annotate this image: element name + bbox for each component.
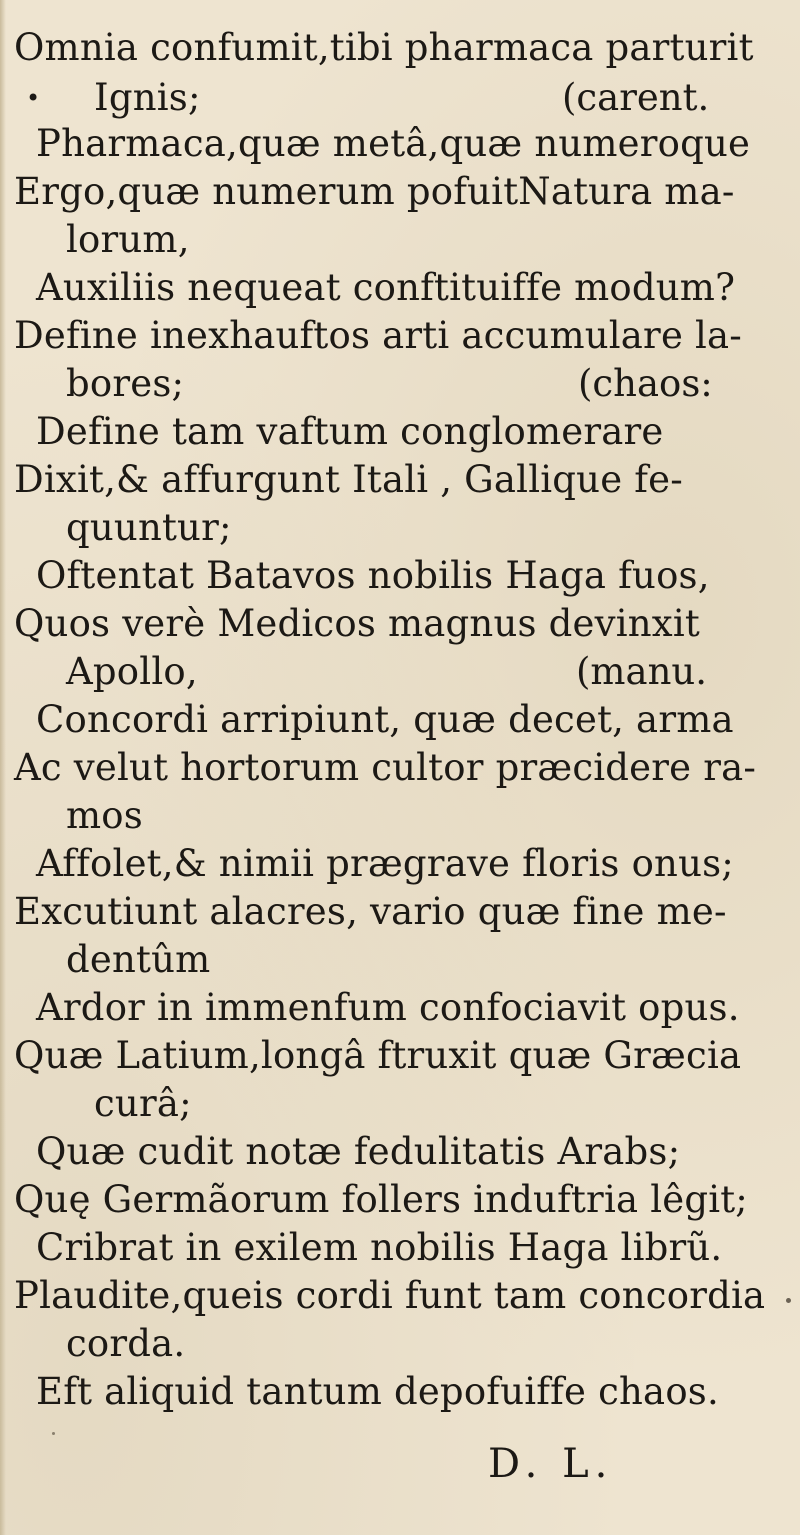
- verse-line-24: Quæ cudit notæ fedulitatis Arabs;: [36, 1130, 681, 1173]
- verse-line-28: corda.: [66, 1322, 186, 1365]
- page-gutter-shadow: [0, 0, 6, 1535]
- verse-line-11: quuntur;: [66, 506, 232, 549]
- verse-line-10: Dixit,& affurgunt Itali , Gallique fe-: [14, 458, 683, 501]
- verse-line-27: Plaudite,queis cordi funt tam concordia: [14, 1274, 766, 1317]
- verse-bullet: •: [26, 84, 41, 112]
- verse-line-20: dentûm: [66, 938, 211, 981]
- verse-overflow-carent: (carent.: [562, 76, 710, 119]
- paper-speck: [52, 1432, 55, 1435]
- verse-line-17: mos: [66, 794, 143, 837]
- verse-line-29: Eft aliquid tantum depofuiffe chaos.: [36, 1370, 719, 1413]
- author-signature: D. L.: [488, 1441, 614, 1487]
- verse-line-15: Concordi arripiunt, quæ decet, arma: [36, 698, 734, 741]
- verse-line-8: bores;: [66, 362, 185, 405]
- verse-line-4: Ergo,quæ numerum pofuitNatura ma-: [14, 170, 735, 213]
- paper-speck: [786, 1298, 791, 1303]
- verse-line-6: Auxiliis nequeat conftituiffe modum?: [36, 266, 736, 309]
- verse-line-14: Apollo,: [66, 650, 198, 693]
- verse-overflow-chaos: (chaos:: [578, 362, 713, 405]
- verse-line-26: Cribrat in exilem nobilis Haga librũ.: [36, 1226, 723, 1269]
- verse-line-2: Ignis;: [94, 76, 201, 119]
- verse-line-18: Affolet,& nimii prægrave floris onus;: [36, 842, 734, 885]
- verse-line-21: Ardor in immenfum confociavit opus.: [36, 986, 740, 1029]
- verse-line-23: curâ;: [94, 1082, 192, 1125]
- verse-line-25: Quę Germãorum follers induftria lêgit;: [14, 1178, 748, 1221]
- verse-line-9: Define tam vaftum conglomerare: [36, 410, 664, 453]
- verse-line-19: Excutiunt alacres, vario quæ fine me-: [14, 890, 727, 933]
- verse-line-16: Ac velut hortorum cultor præcidere ra-: [14, 746, 757, 789]
- verse-line-7: Define inexhauftos arti accumulare la-: [14, 314, 742, 357]
- verse-line-3: Pharmaca,quæ metâ,quæ numeroque: [36, 122, 751, 165]
- verse-line-13: Quos verè Medicos magnus devinxit: [14, 602, 700, 645]
- verse-overflow-manu: (manu.: [576, 650, 707, 693]
- verse-line-22: Quæ Latium,longâ ftruxit quæ Græcia: [14, 1034, 742, 1077]
- verse-line-1: Omnia confumit,tibi pharmaca parturit: [14, 26, 754, 69]
- verse-line-5: lorum,: [66, 218, 190, 261]
- verse-line-12: Oftentat Batavos nobilis Haga fuos,: [36, 554, 710, 597]
